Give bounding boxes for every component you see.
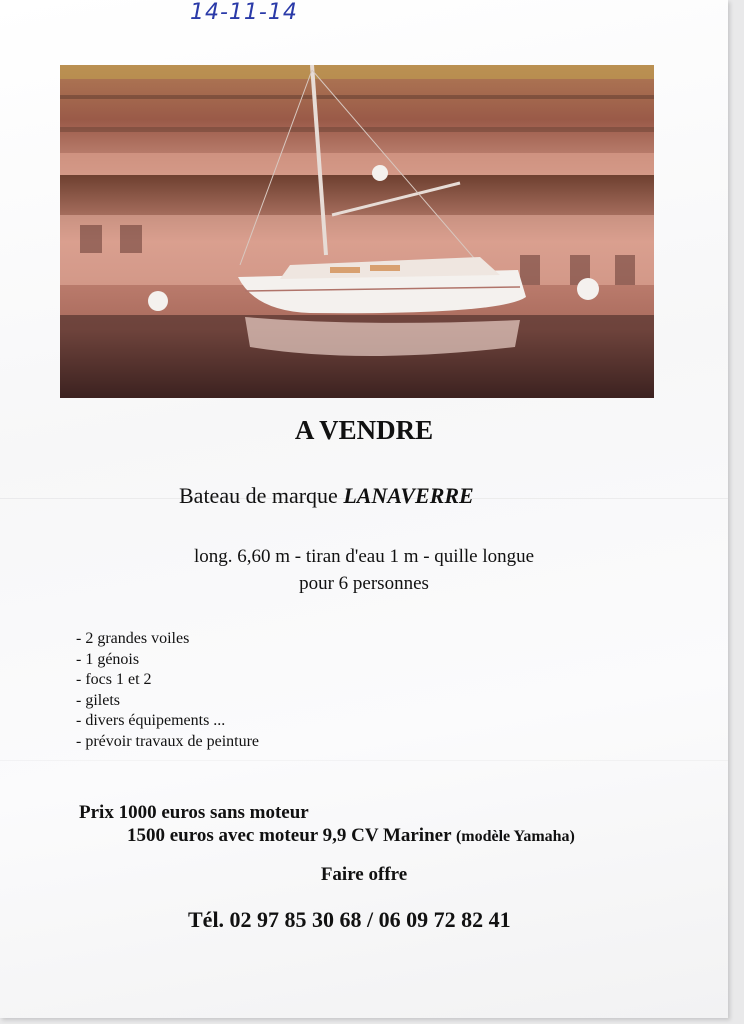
list-item: - 1 génois <box>76 650 140 668</box>
list-item: - divers équipements ... <box>76 712 226 730</box>
boat-specs <box>0 543 728 597</box>
features-list <box>76 629 259 753</box>
price-with-motor-main: 1500 euros avec moteur 9,9 CV Mariner <box>127 825 452 846</box>
price-without-motor: Prix 1000 euros sans moteur <box>79 802 309 823</box>
list-item: - focs 1 et 2 <box>76 671 152 689</box>
paper-crease-horizontal-lower <box>0 760 728 761</box>
brand-prefix: Bateau de marque <box>179 483 338 508</box>
list-item: - gilets <box>76 691 120 709</box>
price-with-motor <box>127 825 575 847</box>
boat-photo <box>60 65 654 398</box>
specs-line-1: long. 6,60 m - tiran d'eau 1 m - quille longue <box>193 546 535 567</box>
ad-title: A VENDRE <box>294 415 434 445</box>
specs-line-2: pour 6 personnes <box>299 573 429 594</box>
brand-line <box>179 483 474 509</box>
contact-phone: Tél. 02 97 85 30 68 / 06 09 72 82 41 <box>188 907 511 932</box>
list-item: - prévoir travaux de peinture <box>76 732 260 750</box>
handwritten-date: 14-11-14 <box>190 0 298 25</box>
sailboat-harbor-photo-icon <box>60 65 654 398</box>
list-item: - 2 grandes voiles <box>76 630 190 647</box>
price-with-motor-note: (modèle Yamaha) <box>455 828 575 845</box>
brand-name: LANAVERRE <box>343 483 474 508</box>
make-offer-text: Faire offre <box>320 864 408 885</box>
